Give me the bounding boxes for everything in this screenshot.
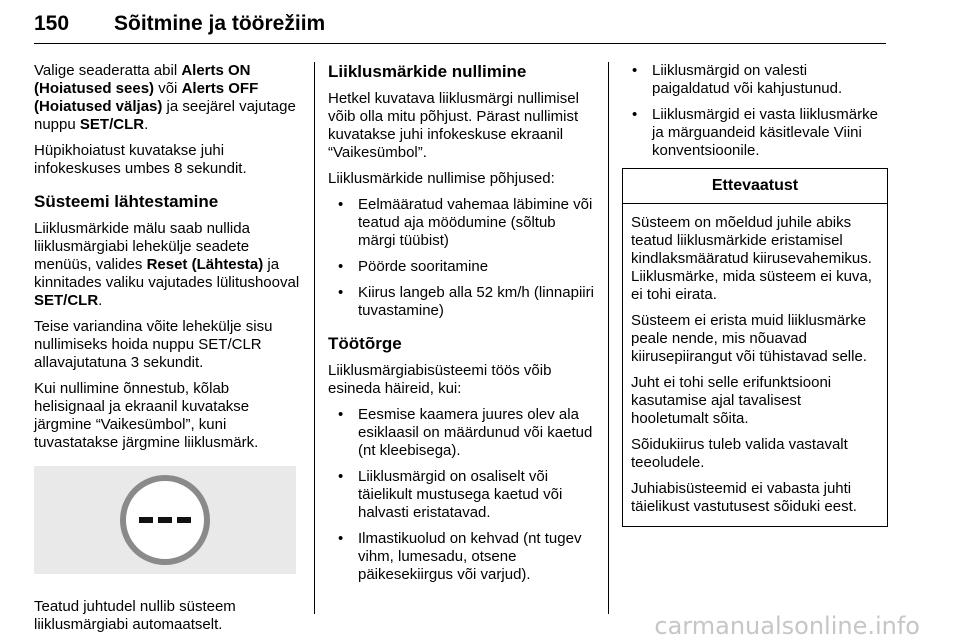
default-sign-icon — [119, 474, 211, 566]
paragraph: Liiklusmärkide mälu saab nullida liiklusmärgiabi lehekülje seadete menüüs, valides Reset (Lähtesta) ja kinnitades valiku vajutades lülitushooval SET/CLR. — [34, 220, 300, 309]
bullet-list — [622, 62, 888, 160]
paragraph: Kui nullimine õnnestub, kõlab helisignaal ja ekraanil kuvatakse järgmine “Vaikesümbol”, kuni tuvastatakse järgmine liiklusmärk. — [34, 380, 259, 451]
list-item: • Ilmastikuolud on kehvad (nt tugev vihm, lumesadu, otsene päikesekiirgus või varjud). — [328, 530, 596, 584]
paragraph: Liiklusmärgiabisüsteemi töös võib esineda häireid, kui: — [328, 362, 552, 397]
column-left — [34, 62, 302, 642]
warning-box — [622, 168, 888, 527]
page-title: Sõitmine ja töörežiim — [114, 11, 326, 35]
option-alerts-on: Alerts ON (Hoiatused sees) — [34, 62, 251, 97]
warning-paragraph: Juht ei tohi selle erifunktsiooni kasutamise ajal tavalisest hooletumalt sõita. — [631, 374, 832, 427]
list-item: • Pöörde sooritamine — [328, 258, 596, 276]
paragraph: Hüpikhoiatust kuvatakse juhi infokeskuses umbes 8 sekundit. — [34, 142, 247, 177]
section-heading: Süsteemi lähtestamine — [34, 192, 219, 211]
column-divider — [608, 62, 609, 614]
option-alerts-off: Alerts OFF (Hoiatused väljas) — [34, 80, 259, 115]
list-item: • Eesmise kaamera juures olev ala esiklaasil on määrdunud või kaetud (nt kleebisega). — [328, 406, 596, 460]
paragraph: Valige seaderatta abil Alerts ON (Hoiatused sees) või Alerts OFF (Hoiatused väljas) ja seejärel vajutage nuppu SET/CLR. — [34, 62, 296, 133]
column-divider — [314, 62, 315, 614]
column-middle — [328, 62, 596, 592]
list-item: • Eelmääratud vahemaa läbimine või teatud aja möödumine (sõltub märgi tüübist) — [328, 196, 596, 250]
warning-paragraph: Juhiabisüsteemid ei vabasta juhti täielikust vastutusest sõiduki eest. — [631, 480, 857, 515]
warning-title: Ettevaatust — [623, 169, 887, 204]
page-header — [34, 4, 886, 44]
warning-body — [623, 204, 887, 526]
column-right — [622, 62, 888, 527]
paragraph: Liiklusmärkide nullimise põhjused: — [328, 170, 555, 187]
bullet-list — [328, 406, 596, 584]
warning-paragraph: Süsteem ei erista muid liiklusmärke peale nende, mis nõuavad kiirusepiirangut või tühistavad selle. — [631, 312, 867, 365]
list-item: • Liiklusmärgid ei vasta liiklusmärke ja märguandeid käsitlevale Viini konventsioonile. — [622, 106, 888, 160]
button-name: SET/CLR — [79, 116, 145, 133]
page-number: 150 — [34, 11, 70, 35]
paragraph: Teise variandina võite lehekülje sisu nullimiseks hoida nuppu SET/CLR allavajutatuna 3 sekundit. — [34, 318, 273, 371]
warning-paragraph: Sõidukiirus tuleb valida vastavalt teeoludele. — [631, 436, 848, 471]
warning-paragraph: Süsteem on mõeldud juhile abiks teatud liiklusmärkide eristamisel kindlaksmääratud kiirusevahemikus. Liiklusmärke, mida süsteem ei kuva, ei tohi eirata. — [631, 214, 872, 303]
list-item: • Liiklusmärgid on valesti paigaldatud või kahjustunud. — [622, 62, 888, 98]
list-item: • Liiklusmärgid on osaliselt või täielikult mustusega kaetud või halvasti eristatavad. — [328, 468, 596, 522]
bullet-list — [328, 196, 596, 320]
section-heading: Töötõrge — [328, 334, 402, 353]
button-name: SET/CLR — [34, 292, 99, 309]
paragraph: Teatud juhtudel nullib süsteem liiklusmärgiabi automaatselt. — [34, 598, 236, 633]
list-item: • Kiirus langeb alla 52 km/h (linnapiiri tuvastamine) — [328, 284, 596, 320]
sign-illustration — [34, 466, 296, 574]
section-heading: Liiklusmärkide nullimine — [328, 62, 527, 81]
paragraph: Hetkel kuvatava liiklusmärgi nullimisel võib olla mitu põhjust. Pärast nullimist kuvatakse juhi infokeskuse ekraanil “Vaikesümbol”. — [328, 90, 579, 161]
watermark: carmanualsonline.info — [654, 612, 920, 640]
option-reset: Reset (Lähtesta) — [146, 256, 264, 273]
